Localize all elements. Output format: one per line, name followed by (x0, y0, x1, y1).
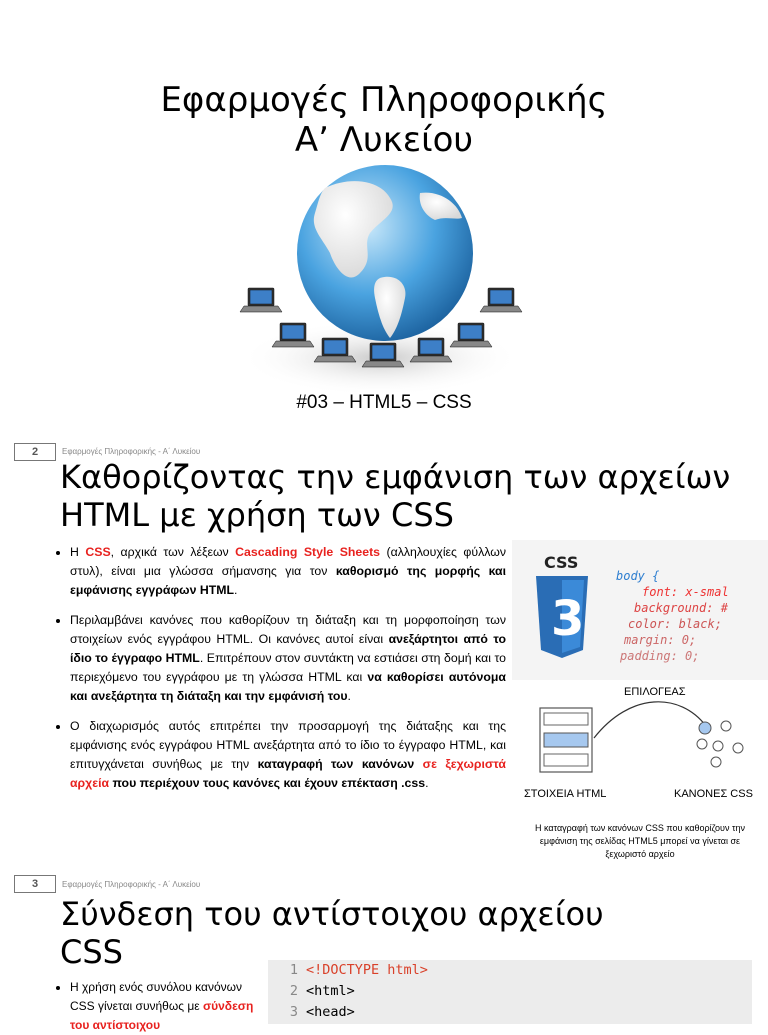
selector-label: ΕΠΙΛΟΓΕΑΣ (624, 686, 686, 698)
bullet-item: • Η CSS, αρχικά των λέξεων Cascading Style Sheets (αλληλουχίες φύλλων στυλ), είναι μια γλώσσα σήμανσης για τον καθορισμό της μορφής και εμφάνισης εγγράφων HTML. (70, 543, 506, 600)
svg-text:3: 3 (551, 591, 585, 647)
line-number: 3 (289, 1004, 298, 1020)
slide-number-3: 3 (14, 875, 56, 893)
line-number: 2 (289, 983, 298, 999)
svg-text:background: #: background: # (634, 601, 728, 615)
slide2-bullets (58, 543, 506, 804)
css-diagram (520, 682, 768, 812)
bullet-item: • Η χρήση ενός συνόλου κανόνων CSS γίνεται συνήθως με σύνδεση του αντίστοιχου (70, 978, 258, 1035)
slide3-header: Εφαρμογές Πληροφορικής - Α΄ Λυκείου (62, 880, 201, 889)
line-number: 1 (289, 962, 298, 978)
code-text: <head> (306, 1004, 355, 1020)
slide-number-2: 2 (14, 443, 56, 461)
code-block (268, 960, 752, 1024)
slide1-title-line2: Α’ Λυκείου (294, 120, 474, 160)
bullet-item: • Ο διαχωρισμός αυτός επιτρέπει την προσαρμογή της διάταξης και της εμφάνισης ενός εγγράφου HTML ανεξάρτητα από το ίδιο το έγγραφο HTML, και επιτυγχάνεται συνήθως με την καταγραφή των κανόνων σε ξεχωριστά αρχεία που περιέχουν τους κανόνες και έχουν επέκταση .css. (70, 717, 506, 793)
slide3-title-line2: CSS (60, 933, 123, 971)
html-elements-label: ΣΤΟΙΧΕΙΑ HTML (524, 788, 607, 800)
slide2-header: Εφαρμογές Πληροφορικής - Α΄ Λυκείου (62, 447, 201, 456)
svg-text:margin: 0;: margin: 0; (624, 633, 697, 647)
css-logo-text: CSS (544, 553, 579, 572)
slide1-title-line1: Εφαρμογές Πληροφορικής (160, 80, 608, 120)
svg-text:font: x-smal: font: x-smal (642, 585, 729, 599)
css3-logo-image (512, 540, 768, 680)
svg-text:color: black;: color: black; (628, 617, 722, 631)
svg-text:body {: body { (616, 569, 660, 583)
slide1-title (0, 80, 768, 160)
slide3-title-line1: Σύνδεση του αντίστοιχου αρχείου (60, 895, 604, 933)
slide3-bullets (58, 978, 258, 1035)
code-text: <!DOCTYPE html> (306, 962, 428, 978)
code-line (268, 981, 752, 1002)
svg-text:padding: 0;: padding: 0; (620, 649, 700, 663)
globe-laptops-image (230, 158, 530, 398)
diagram-graphic (520, 682, 768, 792)
css-rules-label: ΚΑΝΟΝΕΣ CSS (674, 788, 753, 800)
code-line (268, 1002, 752, 1023)
bullet-item: • Περιλαμβάνει κανόνες που καθορίζουν τη διάταξη και τη μορφοποίηση των στοιχείων ενός εγγράφου HTML. Οι κανόνες αυτοί είναι ανεξάρτητοι από το ίδιο το έγγραφο HTML. Επιτρέπουν στον συντάκτη να εστιάσει στη δομή και το περιεχόμενο του εγγράφου με τη γλώσσα HTML και να καθορίσει αυτόνομα και ανεξάρτητα τη διάταξη και την εμφάνισή του. (70, 611, 506, 706)
code-line (268, 960, 752, 981)
code-text: <html> (306, 983, 355, 999)
slide2-caption: Η καταγραφή των κανόνων CSS που καθορίζουν την εμφάνιση της σελίδας HTML5 μπορεί να γίνεται σε ξεχωριστό αρχείο (534, 823, 746, 859)
slide2-title: Καθορίζοντας την εμφάνιση των αρχείων HTML με χρήση των CSS (60, 458, 731, 534)
slide1-subtitle: #03 – HTML5 – CSS (296, 392, 472, 413)
